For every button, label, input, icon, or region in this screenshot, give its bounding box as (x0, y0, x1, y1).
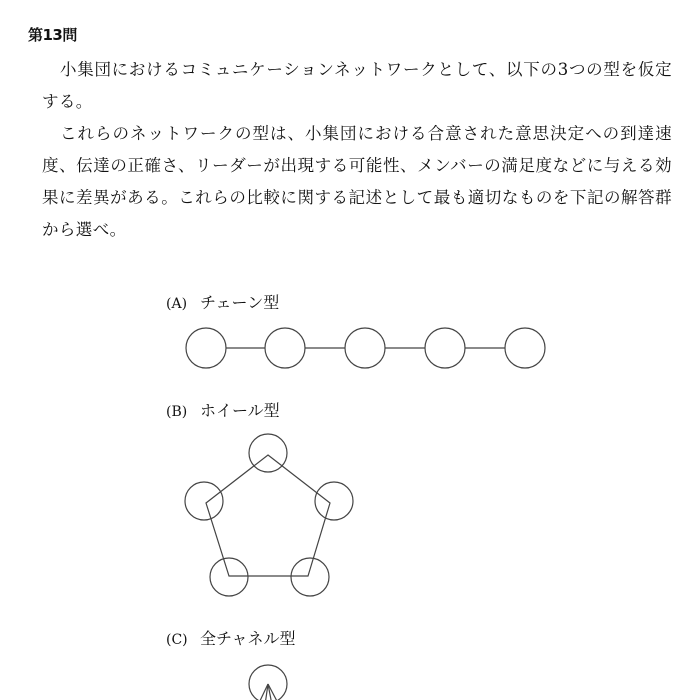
network-key-c: (C) (166, 632, 188, 648)
all-channel-link (258, 684, 268, 700)
wheel-node (315, 482, 353, 520)
chain-node (345, 328, 385, 368)
network-label-chain (166, 290, 279, 313)
chain-node (425, 328, 465, 368)
chain-node (265, 328, 305, 368)
network-key-b: (B) (166, 404, 188, 420)
wheel-node (210, 558, 248, 596)
chain-node (505, 328, 545, 368)
wheel-node (185, 482, 223, 520)
all-channel-link (265, 684, 268, 700)
question-heading: 第13問 (28, 26, 77, 44)
wheel-network-diagram (185, 434, 353, 596)
wheel-node (291, 558, 329, 596)
all-channel-link (268, 684, 272, 700)
wheel-pentagon (206, 455, 330, 576)
network-name-chain: チェーン型 (200, 293, 280, 312)
wheel-node (249, 434, 287, 472)
chain-network-diagram (186, 328, 545, 368)
question-paragraph-1: 小集団におけるコミュニケーションネットワークとして、以下の3つの型を仮定する。 (42, 60, 672, 111)
all-channel-link (268, 684, 279, 700)
all-channel-node (249, 665, 287, 700)
network-label-wheel (166, 398, 280, 421)
all-channel-network-diagram (249, 665, 287, 700)
network-key-a: (A) (166, 296, 188, 312)
network-name-all-channel: 全チャネル型 (200, 629, 296, 648)
network-name-wheel: ホイール型 (200, 401, 280, 420)
network-label-all-channel (166, 626, 296, 649)
question-paragraph-2: これらのネットワークの型は、小集団における合意された意思決定への到達速度、伝達の正確さ、リーダーが出現する可能性、メンバーの満足度などに与える効果に差異がある。これらの比較に関する記述として最も適切なものを下記の解答群から選べ。 (42, 124, 672, 239)
chain-node (186, 328, 226, 368)
